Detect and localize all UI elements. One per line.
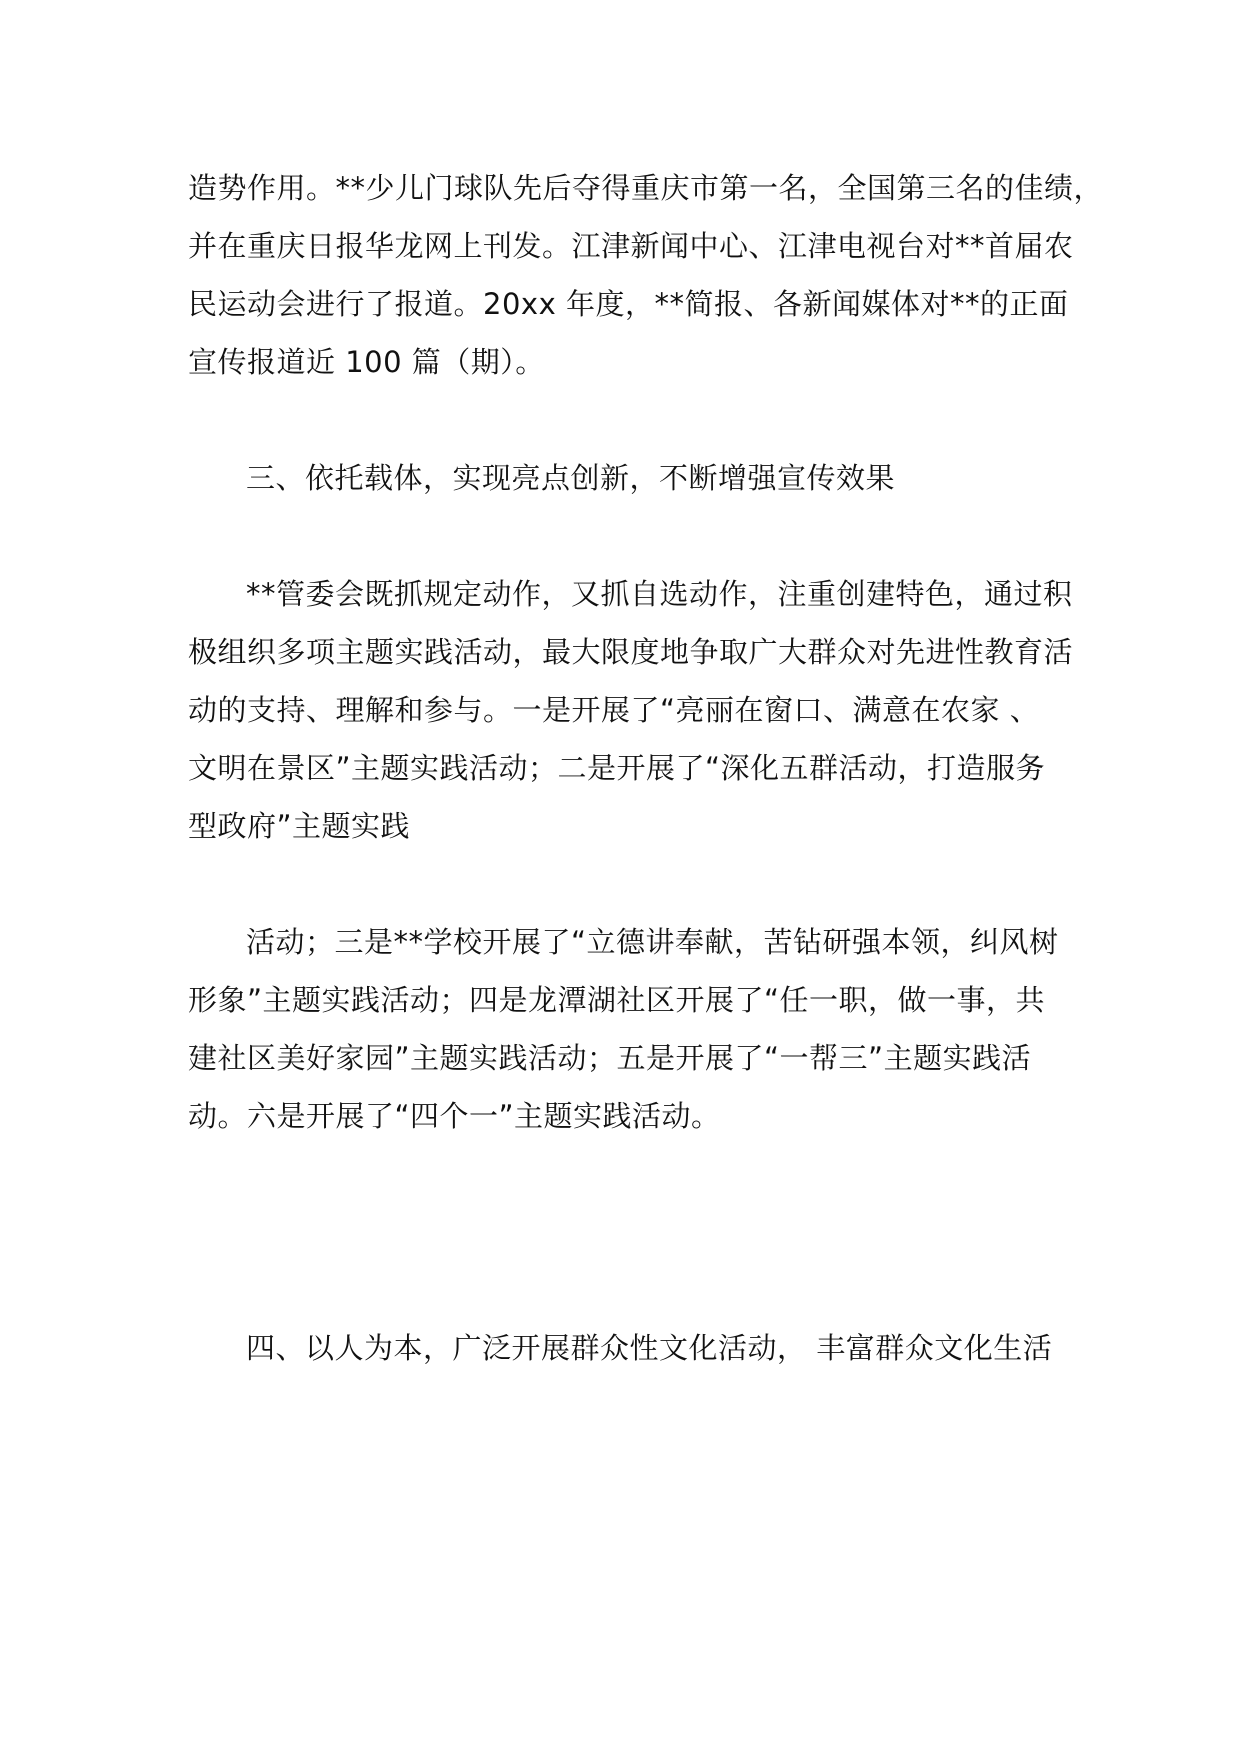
section-heading-3: 三、依托载体，实现亮点创新，不断增强宣传效果 xyxy=(246,461,896,495)
paragraph-3-line-3: 建社区美好家园”主题实践活动；五是开展了“一帮三”主题实践活 xyxy=(188,1041,1032,1075)
paragraph-2-line-2: 极组织多项主题实践活动，最大限度地争取广大群众对先进性教育活 xyxy=(188,635,1074,669)
paragraph-2-line-5: 型政府”主题实践 xyxy=(188,809,411,843)
paragraph-2-line-1: **管委会既抓规定动作，又抓自选动作，注重创建特色，通过积 xyxy=(246,577,1073,611)
paragraph-2-line-3: 动的支持、理解和参与。一是开展了“亮丽在窗口、满意在农家 、 xyxy=(188,693,1040,727)
paragraph-3-line-4: 动。六是开展了“四个一”主题实践活动。 xyxy=(188,1099,721,1133)
paragraph-2-line-4: 文明在景区”主题实践活动；二是开展了“深化五群活动，打造服务 xyxy=(188,751,1046,785)
section-heading-4: 四、以人为本，广泛开展群众性文化活动， 丰富群众文化生活 xyxy=(246,1331,1053,1365)
paragraph-1-line-2: 并在重庆日报华龙网上刊发。江津新闻中心、江津电视台对**首届农 xyxy=(188,229,1074,263)
paragraph-1-line-4: 宣传报道近 100 篇（期）。 xyxy=(188,345,545,379)
paragraph-1-line-3: 民运动会进行了报道。20xx 年度，**简报、各新闻媒体对**的正面 xyxy=(188,287,1069,321)
paragraph-3-line-2: 形象”主题实践活动；四是龙潭湖社区开展了“任一职，做一事，共 xyxy=(188,983,1046,1017)
paragraph-3-line-1: 活动；三是**学校开展了“立德讲奉献，苦钻研强本领，纠风树 xyxy=(246,925,1059,959)
paragraph-1-line-1: 造势作用。**少儿门球队先后夺得重庆市第一名，全国第三名的佳绩， xyxy=(188,171,1104,205)
